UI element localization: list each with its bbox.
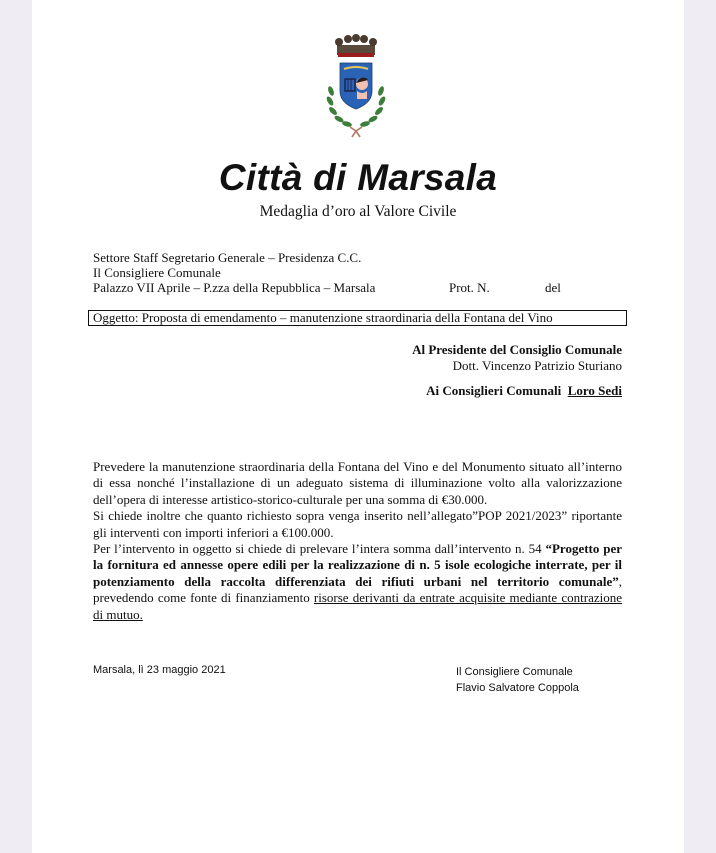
- protocol-number-label: Prot. N.: [449, 280, 490, 295]
- document-body: [93, 459, 622, 623]
- sender-line-1: Settore Staff Segretario Generale – Presidenza C.C.: [93, 250, 362, 265]
- body-paragraph-2: Si chiede inoltre che quanto richiesto sopra venga inserito nell’allegato”POP 2021/2023” riportante gli interventi con importi inferiori a €100.000.: [93, 508, 622, 540]
- sender-line-3: Palazzo VII Aprile – P.zza della Repubblica – Marsala: [93, 280, 376, 295]
- city-coat-of-arms-icon: [322, 33, 390, 139]
- signer-name: Flavio Salvatore Coppola: [456, 682, 579, 694]
- page-subtitle: Medaglia d’oro al Valore Civile: [259, 203, 457, 220]
- body-paragraph-3-mid: , prevedendo come fonte di finanziamento: [93, 573, 622, 606]
- protocol-date-label: del: [545, 280, 561, 295]
- recipient-councillors-label: Ai Consiglieri Comunali: [426, 383, 562, 398]
- recipient-councillors: [426, 383, 622, 399]
- body-paragraph-3: [93, 541, 622, 623]
- signature-block: [456, 664, 579, 696]
- body-paragraph-3-start: Per l’intervento in oggetto si chiede di prelevare l’intera somma dall’intervento n. 54: [93, 541, 546, 557]
- recipient-president-name: Dott. Vincenzo Patrizio Sturiano: [452, 358, 622, 373]
- place-and-date: Marsala, lì 23 maggio 2021: [93, 664, 226, 676]
- recipient-president: [412, 342, 622, 374]
- project-title: “Progetto per la fornitura ed annesse opere edili per la realizzazione di n. 5 isole ecologiche interrate, per il potenziamento della raccolta differenziata dei rifiuti urbani nel territorio comunale”: [93, 541, 622, 589]
- subject-box: Oggetto: Proposta di emendamento – manutenzione straordinaria della Fontana del Vino: [88, 310, 627, 326]
- funding-source: risorse derivanti da entrate acquisite mediante contrazione di mutuo.: [93, 590, 622, 622]
- body-paragraph-1: Prevedere la manutenzione straordinaria della Fontana del Vino e del Monumento situato all’interno di essa nonché l’installazione di un adeguato sistema di illuminazione volto alla valorizzazione dell’opera di interesse artistico-storico-culturale per una somma di €30.000.: [93, 459, 622, 507]
- page-title: Città di Marsala: [218, 157, 498, 198]
- recipient-president-title: Al Presidente del Consiglio Comunale: [412, 342, 622, 357]
- crown-icon: [335, 34, 377, 57]
- sender-line-2: Il Consigliere Comunale: [93, 265, 221, 280]
- sender-block: [93, 250, 375, 295]
- signer-title: Il Consigliere Comunale: [456, 666, 573, 678]
- document-page: [32, 0, 684, 853]
- recipient-councillors-location: Loro Sedi: [567, 383, 622, 398]
